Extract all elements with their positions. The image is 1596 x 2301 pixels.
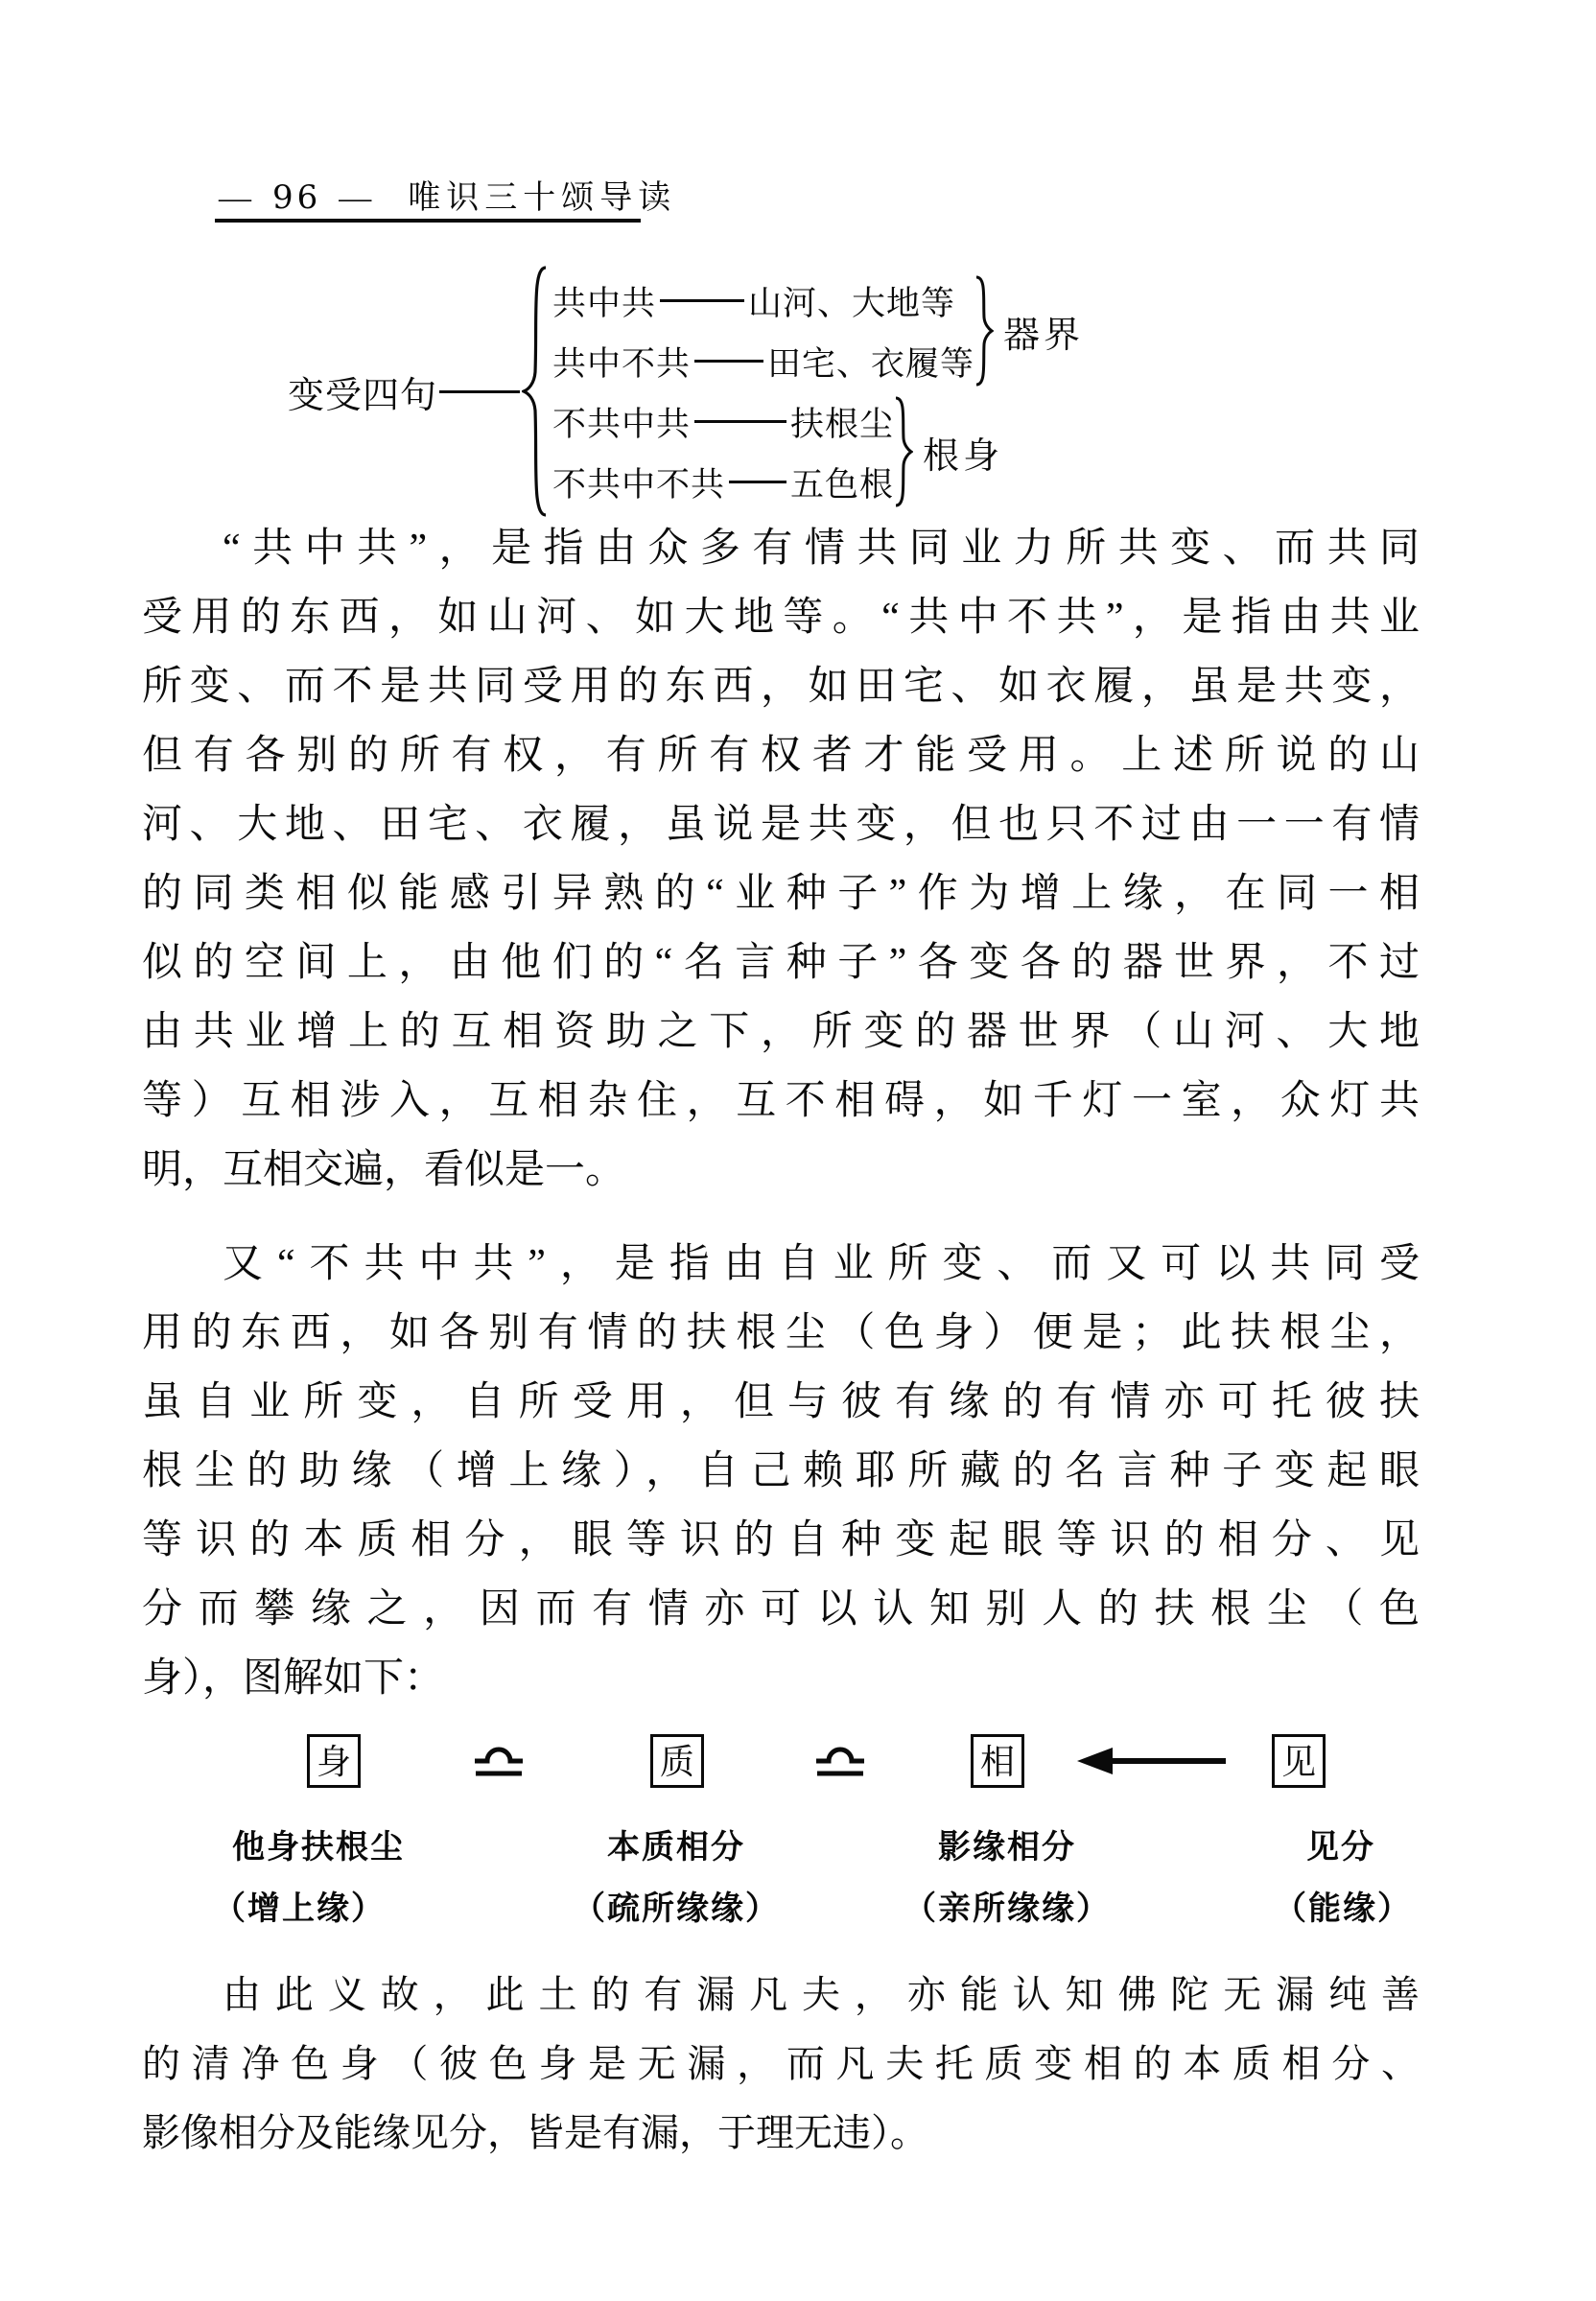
- diagram-label-col1: [232, 1820, 405, 1867]
- header-rule: [215, 219, 641, 223]
- row-example: 山河、大地等: [748, 284, 956, 322]
- relation-diagram: [0, 1734, 1596, 1801]
- left-brace-icon: [522, 265, 549, 518]
- text-line: 所变、而不是共同受用的东西，如田宅、如衣履，虽是共变，: [142, 665, 1420, 709]
- header-dash-right: —: [339, 180, 376, 216]
- paragraph-3: [142, 1961, 1420, 2168]
- row-example: 五色根: [790, 465, 895, 504]
- diagram-row: [552, 270, 974, 331]
- page-number: 96: [272, 178, 322, 217]
- diagram-row: [552, 331, 974, 391]
- row-term: 共中共: [552, 284, 657, 322]
- row-term: 不共中不共: [552, 465, 726, 504]
- right-brace-icon: [974, 275, 994, 387]
- label-title: 影缘相分: [938, 1829, 1076, 1866]
- connector-dash: [694, 420, 786, 423]
- connector-dash: [439, 390, 520, 393]
- row-example: 田宅、衣履等: [767, 344, 975, 383]
- diagram-group-body: [552, 391, 1084, 512]
- equivalence-icon: [813, 1742, 867, 1783]
- text-line: 虽自业所变，自所受用，但与彼有缘的有情亦可托彼扶: [142, 1380, 1420, 1424]
- label-title: 他身扶根尘: [232, 1829, 405, 1866]
- diagram-sublabel-col4: [1274, 1882, 1412, 1929]
- book-title: 唯识三十颂导读: [408, 180, 677, 216]
- classification-diagram: [288, 265, 1084, 518]
- term-box-body: 身: [307, 1734, 361, 1788]
- text-line: 分而攀缘之，因而有情亦可以认知别人的扶根尘（色: [142, 1587, 1420, 1632]
- text-line: 的同类相似能感引异熟的“业种子”作为增上缘，在同一相: [142, 872, 1420, 916]
- diagram-row: [552, 452, 894, 512]
- paragraph-1: [142, 514, 1420, 1205]
- term-box-substance: 质: [650, 1734, 704, 1788]
- page-header: [219, 171, 676, 218]
- connector-dash: [729, 481, 786, 483]
- term-box-aspect: 相: [971, 1734, 1024, 1788]
- group-label: 器界: [1003, 315, 1085, 356]
- label-title: 本质相分: [607, 1829, 745, 1866]
- row-example: 扶根尘: [790, 405, 895, 443]
- text-line: 身），图解如下：: [142, 1656, 445, 1701]
- diagram-root-label: 变受四句: [288, 375, 438, 416]
- text-line: 由此义故，此土的有漏凡夫，亦能认知佛陀无漏纯善: [223, 1973, 1420, 2016]
- text-line: 但有各别的所有权，有所有权者才能受用。上述所说的山: [142, 734, 1420, 778]
- diagram-sublabel-col2: [573, 1882, 780, 1929]
- label-sub: （能缘）: [1274, 1890, 1412, 1927]
- text-line: 受用的东西，如山河、如大地等。“共中不共”，是指由共业: [142, 596, 1420, 640]
- connector-dash: [660, 299, 744, 302]
- text-line: 河、大地、田宅、衣履，虽说是共变，但也只不过由一一有情: [142, 803, 1420, 847]
- text-line: 似的空间上，由他们的“名言种子”各变各的器世界，不过: [142, 941, 1420, 985]
- label-sub: （增上缘）: [213, 1890, 386, 1927]
- right-brace-icon: [894, 396, 913, 507]
- equivalence-icon: [472, 1742, 526, 1783]
- text-line: 根尘的助缘（增上缘），自己赖耶所藏的名言种子变起眼: [142, 1449, 1420, 1493]
- connector-dash: [694, 360, 763, 363]
- diagram-sublabel-col3: [904, 1882, 1111, 1929]
- text-line: 等）互相涉入，互相杂住，互不相碍，如千灯一室，众灯共: [142, 1079, 1420, 1123]
- row-term: 共中不共: [552, 344, 692, 383]
- text-line: 的清净色身（彼色身是无漏，而凡夫托质变相的本质相分、: [142, 2042, 1420, 2085]
- label-sub: （疏所缘缘）: [573, 1890, 780, 1927]
- diagram-branches: [552, 270, 1084, 512]
- text-line: 明，互相交遍，看似是一。: [142, 1148, 626, 1192]
- diagram-label-col4: [1306, 1820, 1375, 1867]
- diagram-label-col3: [938, 1820, 1076, 1867]
- group-label: 根身: [923, 435, 1004, 477]
- text-line: 用的东西，如各别有情的扶根尘（色身）便是；此扶根尘，: [142, 1311, 1420, 1355]
- diagram-group-vessel: [552, 270, 1084, 391]
- paragraph-2: [142, 1230, 1420, 1713]
- diagram-label-col2: [607, 1820, 745, 1867]
- diagram-row: [552, 391, 894, 452]
- left-arrow-icon: [1072, 1744, 1231, 1783]
- text-line: 由共业增上的互相资助之下，所变的器世界（山河、大地: [142, 1010, 1420, 1054]
- text-line: “共中共”，是指由众多有情共同业力所共变、而共同: [223, 527, 1420, 571]
- text-line: 又“不共中共”，是指由自业所变、而又可以共同受: [223, 1242, 1420, 1286]
- header-dash-left: —: [219, 180, 255, 216]
- term-box-seeing: 见: [1272, 1734, 1326, 1788]
- label-sub: （亲所缘缘）: [904, 1890, 1111, 1927]
- text-line: 等识的本质相分，眼等识的自种变起眼等识的相分、见: [142, 1518, 1420, 1562]
- diagram-sublabel-col1: [213, 1882, 386, 1929]
- label-title: 见分: [1306, 1829, 1375, 1866]
- row-term: 不共中共: [552, 405, 692, 443]
- text-line: 影像相分及能缘见分，皆是有漏，于理无违）。: [142, 2111, 928, 2154]
